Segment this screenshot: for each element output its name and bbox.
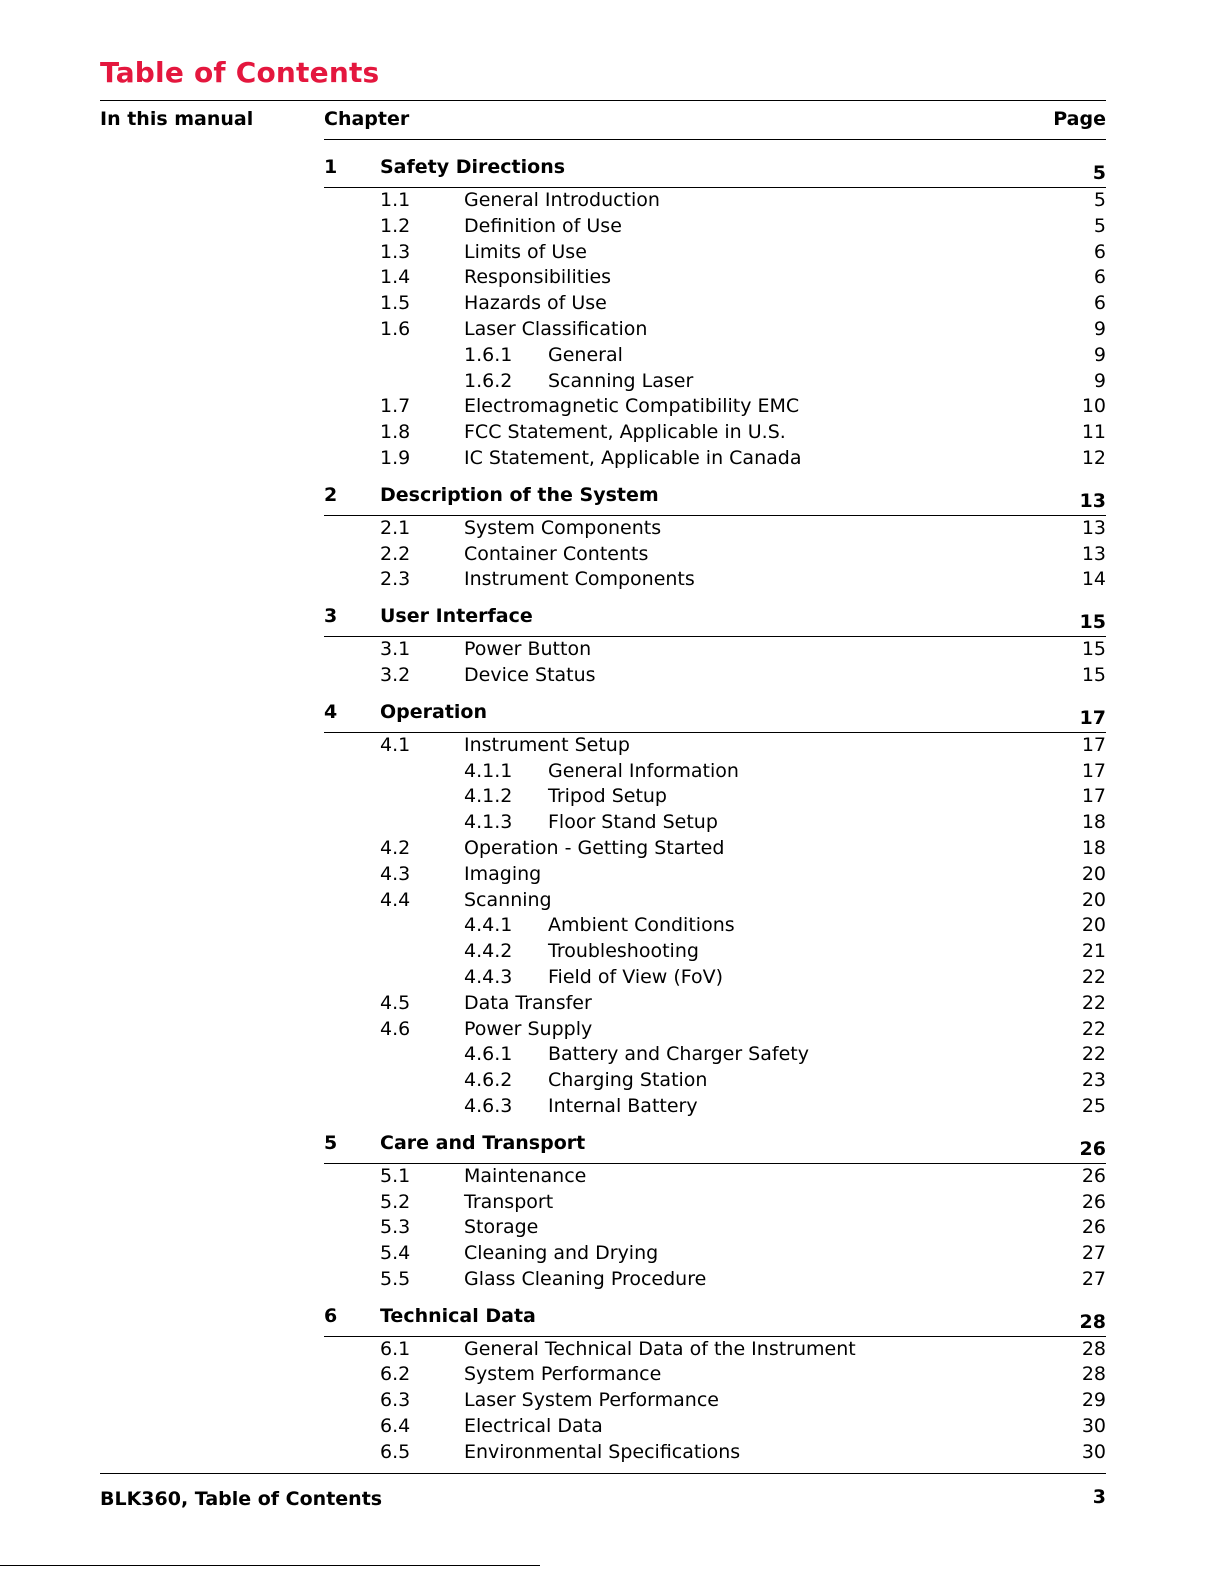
entry-page: 27 xyxy=(1081,1267,1106,1290)
entry-number: 4.1.3 xyxy=(464,811,513,834)
entry-page: 10 xyxy=(1081,395,1106,418)
toc-section-row[interactable] xyxy=(324,1440,1106,1466)
entry-title: Charging Station xyxy=(548,1069,708,1092)
toc-section-row[interactable] xyxy=(324,188,1106,214)
entry-page: 20 xyxy=(1081,914,1106,937)
entry-page: 14 xyxy=(1081,568,1106,591)
entry-number: 1.6.1 xyxy=(464,343,513,366)
entry-page: 25 xyxy=(1081,1094,1106,1117)
entry-number: 3.1 xyxy=(380,638,411,661)
entry-number: 4.4.1 xyxy=(464,914,513,937)
entry-title: Limits of Use xyxy=(464,240,587,263)
toc-section-row[interactable] xyxy=(324,1164,1106,1190)
entry-title: System Components xyxy=(464,516,662,539)
chapter-number: 2 xyxy=(324,483,338,506)
toc-section-row[interactable] xyxy=(324,516,1106,542)
entry-page: 6 xyxy=(1093,240,1106,263)
toc-section-row[interactable] xyxy=(324,1241,1106,1267)
entry-number: 6.2 xyxy=(380,1363,411,1386)
chapter-page: 26 xyxy=(1079,1137,1106,1160)
entry-title: Data Transfer xyxy=(464,991,592,1014)
toc-section-row[interactable] xyxy=(324,733,1106,759)
entry-number: 1.5 xyxy=(380,292,411,315)
entry-title: Electrical Data xyxy=(464,1415,603,1438)
entry-title: Electromagnetic Compatibility EMC xyxy=(464,395,800,418)
chapter-title: Description of the System xyxy=(380,483,659,506)
entry-page: 9 xyxy=(1093,343,1106,366)
toc-section-row[interactable] xyxy=(324,1337,1106,1363)
entry-number: 5.4 xyxy=(380,1242,411,1265)
entry-title: Scanning xyxy=(464,888,552,911)
entry-number: 4.4 xyxy=(380,888,411,911)
chapter-title: Operation xyxy=(380,700,488,723)
chapter-title: User Interface xyxy=(380,605,533,628)
chapter-number: 1 xyxy=(324,156,338,178)
entry-page: 27 xyxy=(1081,1242,1106,1265)
chapter-heading-row[interactable] xyxy=(324,480,1106,516)
entry-page: 5 xyxy=(1093,189,1106,211)
toc-section-row[interactable] xyxy=(324,1267,1106,1293)
toc-section-row[interactable] xyxy=(324,991,1106,1017)
entry-title: General Introduction xyxy=(464,189,660,211)
entry-number: 4.5 xyxy=(380,991,411,1014)
entry-title: Responsibilities xyxy=(464,266,612,289)
entry-title: Glass Cleaning Procedure xyxy=(464,1267,707,1290)
entry-title: Internal Battery xyxy=(548,1094,698,1117)
entry-page: 17 xyxy=(1081,733,1106,756)
chapter-title: Safety Directions xyxy=(380,156,566,178)
entry-page: 26 xyxy=(1081,1190,1106,1213)
entry-page: 17 xyxy=(1081,759,1106,782)
entry-number: 3.2 xyxy=(380,663,411,686)
toc-section-row[interactable] xyxy=(324,1215,1106,1241)
entry-page: 26 xyxy=(1081,1164,1106,1187)
entry-number: 2.2 xyxy=(380,542,411,565)
chapter-heading-row[interactable] xyxy=(324,697,1106,733)
entry-number: 4.4.3 xyxy=(464,965,513,988)
entry-number: 1.6.2 xyxy=(464,369,513,392)
entry-page: 21 xyxy=(1081,940,1106,963)
header-top-rule xyxy=(100,100,1106,101)
entry-page: 23 xyxy=(1081,1069,1106,1092)
entry-page: 29 xyxy=(1081,1389,1106,1412)
toc-section-row[interactable] xyxy=(324,1362,1106,1388)
entry-page: 6 xyxy=(1093,266,1106,289)
entry-page: 15 xyxy=(1081,663,1106,686)
entry-title: General Technical Data of the Instrument xyxy=(464,1337,856,1360)
entry-title: Power Supply xyxy=(464,1017,593,1040)
entry-page: 30 xyxy=(1081,1415,1106,1438)
entry-number: 4.3 xyxy=(380,862,411,885)
toc-section-row[interactable] xyxy=(324,240,1106,266)
entry-title: Ambient Conditions xyxy=(548,914,735,937)
toc-subsection-row[interactable] xyxy=(324,965,1106,991)
entry-page: 22 xyxy=(1081,1017,1106,1040)
entry-number: 4.2 xyxy=(380,836,411,859)
entry-number: 1.1 xyxy=(380,189,411,211)
entry-title: Instrument Components xyxy=(464,568,695,591)
entry-title: Scanning Laser xyxy=(548,369,694,392)
toc-section-row[interactable] xyxy=(324,265,1106,291)
chapter-column-header: Chapter xyxy=(324,108,410,130)
toc-section-row[interactable] xyxy=(324,446,1106,472)
entry-page: 9 xyxy=(1093,369,1106,392)
entry-number: 4.1.1 xyxy=(464,759,513,782)
entry-page: 22 xyxy=(1081,965,1106,988)
entry-number: 4.6.3 xyxy=(464,1094,513,1117)
entry-page: 28 xyxy=(1081,1337,1106,1360)
toc-section-row[interactable] xyxy=(324,1017,1106,1043)
chapter-number: 4 xyxy=(324,700,338,723)
chapter-section xyxy=(324,1301,1106,1466)
entry-number: 6.3 xyxy=(380,1389,411,1412)
entry-number: 4.1 xyxy=(380,733,411,756)
toc-subsection-row[interactable] xyxy=(324,913,1106,939)
header-bottom-rule xyxy=(324,139,1106,140)
toc-section-row[interactable] xyxy=(324,862,1106,888)
toc-section-row[interactable] xyxy=(324,214,1106,240)
toc-section-row[interactable] xyxy=(324,542,1106,568)
toc-section-row[interactable] xyxy=(324,567,1106,593)
entry-title: Laser Classification xyxy=(464,317,648,340)
toc-section-row[interactable] xyxy=(324,1388,1106,1414)
entry-title: Floor Stand Setup xyxy=(548,811,718,834)
toc-subsection-row[interactable] xyxy=(324,759,1106,785)
chapter-heading-row[interactable] xyxy=(324,1301,1106,1337)
chapter-heading-row[interactable] xyxy=(324,152,1106,188)
footer-page-number: 3 xyxy=(1092,1486,1106,1508)
entry-number: 1.8 xyxy=(380,421,411,444)
chapter-number: 6 xyxy=(324,1304,338,1327)
entry-title: General Information xyxy=(548,759,739,782)
chapter-section xyxy=(324,480,1106,593)
entry-title: Environmental Specifications xyxy=(464,1440,741,1463)
entry-page: 22 xyxy=(1081,1043,1106,1066)
toc-section-row[interactable] xyxy=(324,420,1106,446)
entry-title: Storage xyxy=(464,1216,539,1239)
section-label: In this manual xyxy=(100,108,254,130)
toc-section-row[interactable] xyxy=(324,888,1106,914)
entry-number: 2.3 xyxy=(380,568,411,591)
toc-section-row[interactable] xyxy=(324,291,1106,317)
entry-page: 5 xyxy=(1093,214,1106,237)
entry-title: Troubleshooting xyxy=(548,940,699,963)
chapter-number: 5 xyxy=(324,1131,338,1154)
chapter-page: 15 xyxy=(1079,611,1106,634)
entry-number: 1.4 xyxy=(380,266,411,289)
entry-page: 13 xyxy=(1081,516,1106,539)
entry-number: 4.1.2 xyxy=(464,785,513,808)
toc-subsection-row[interactable] xyxy=(324,939,1106,965)
entry-title: Maintenance xyxy=(464,1164,587,1187)
entry-title: Tripod Setup xyxy=(548,785,667,808)
entry-number: 4.4.2 xyxy=(464,940,513,963)
entry-number: 5.2 xyxy=(380,1190,411,1213)
toc-section-row[interactable] xyxy=(324,663,1106,689)
entry-page: 18 xyxy=(1081,836,1106,859)
entry-page: 22 xyxy=(1081,991,1106,1014)
footer-rule xyxy=(100,1473,1106,1474)
entry-title: Instrument Setup xyxy=(464,733,630,756)
entry-title: Power Button xyxy=(464,638,592,661)
entry-number: 5.3 xyxy=(380,1216,411,1239)
toc-subsection-row[interactable] xyxy=(324,1042,1106,1068)
entry-page: 9 xyxy=(1093,317,1106,340)
entry-title: Field of View (FoV) xyxy=(548,965,724,988)
entry-title: Imaging xyxy=(464,862,542,885)
entry-title: IC Statement, Applicable in Canada xyxy=(464,446,802,469)
entry-page: 12 xyxy=(1081,446,1106,469)
entry-page: 6 xyxy=(1093,292,1106,315)
entry-number: 4.6.1 xyxy=(464,1043,513,1066)
entry-page: 18 xyxy=(1081,811,1106,834)
entry-number: 1.2 xyxy=(380,214,411,237)
entry-number: 1.7 xyxy=(380,395,411,418)
entry-page: 26 xyxy=(1081,1216,1106,1239)
entry-number: 4.6.2 xyxy=(464,1069,513,1092)
chapter-heading-row[interactable] xyxy=(324,1128,1106,1164)
table-of-contents xyxy=(324,152,1106,1466)
entry-number: 2.1 xyxy=(380,516,411,539)
chapter-number: 3 xyxy=(324,605,338,628)
entry-number: 5.5 xyxy=(380,1267,411,1290)
entry-page: 13 xyxy=(1081,542,1106,565)
entry-number: 1.3 xyxy=(380,240,411,263)
entry-page: 11 xyxy=(1081,421,1106,444)
entry-title: FCC Statement, Applicable in U.S. xyxy=(464,421,786,444)
page-column-header: Page xyxy=(1053,108,1106,130)
entry-number: 6.1 xyxy=(380,1337,411,1360)
chapter-title: Technical Data xyxy=(380,1304,536,1327)
entry-number: 1.9 xyxy=(380,446,411,469)
toc-section-row[interactable] xyxy=(324,317,1106,343)
footer-text: BLK360, Table of Contents xyxy=(100,1488,383,1510)
entry-title: Laser System Performance xyxy=(464,1389,719,1412)
entry-title: Battery and Charger Safety xyxy=(548,1043,809,1066)
entry-title: Container Contents xyxy=(464,542,649,565)
entry-number: 4.6 xyxy=(380,1017,411,1040)
chapter-section xyxy=(324,1128,1106,1293)
entry-page: 20 xyxy=(1081,888,1106,911)
entry-page: 30 xyxy=(1081,1440,1106,1463)
chapter-page: 13 xyxy=(1079,489,1106,512)
toc-subsection-row[interactable] xyxy=(324,1068,1106,1094)
entry-title: Cleaning and Drying xyxy=(464,1242,659,1265)
entry-number: 6.5 xyxy=(380,1440,411,1463)
entry-title: Transport xyxy=(464,1190,554,1213)
entry-title: System Performance xyxy=(464,1363,662,1386)
page-edge-line xyxy=(0,1565,540,1566)
entry-title: Hazards of Use xyxy=(464,292,607,315)
chapter-section xyxy=(324,601,1106,689)
entry-page: 17 xyxy=(1081,785,1106,808)
entry-title: Operation - Getting Started xyxy=(464,836,725,859)
toc-subsection-row[interactable] xyxy=(324,784,1106,810)
toc-section-row[interactable] xyxy=(324,836,1106,862)
chapter-title: Care and Transport xyxy=(380,1131,586,1154)
entry-page: 20 xyxy=(1081,862,1106,885)
entry-number: 5.1 xyxy=(380,1164,411,1187)
page-title: Table of Contents xyxy=(100,56,380,89)
chapter-section xyxy=(324,152,1106,472)
toc-subsection-row[interactable] xyxy=(324,369,1106,395)
toc-section-row[interactable] xyxy=(324,1414,1106,1440)
chapter-page: 5 xyxy=(1092,162,1106,184)
entry-title: Device Status xyxy=(464,663,596,686)
entry-title: General xyxy=(548,343,623,366)
toc-subsection-row[interactable] xyxy=(324,810,1106,836)
toc-section-row[interactable] xyxy=(324,394,1106,420)
toc-section-row[interactable] xyxy=(324,637,1106,663)
chapter-heading-row[interactable] xyxy=(324,601,1106,637)
toc-subsection-row[interactable] xyxy=(324,343,1106,369)
chapter-section xyxy=(324,697,1106,1120)
entry-number: 1.6 xyxy=(380,317,411,340)
entry-page: 28 xyxy=(1081,1363,1106,1386)
entry-number: 6.4 xyxy=(380,1415,411,1438)
chapter-page: 17 xyxy=(1079,706,1106,729)
entry-page: 15 xyxy=(1081,638,1106,661)
toc-section-row[interactable] xyxy=(324,1190,1106,1216)
chapter-page: 28 xyxy=(1079,1310,1106,1333)
entry-title: Definition of Use xyxy=(464,214,622,237)
toc-subsection-row[interactable] xyxy=(324,1094,1106,1120)
